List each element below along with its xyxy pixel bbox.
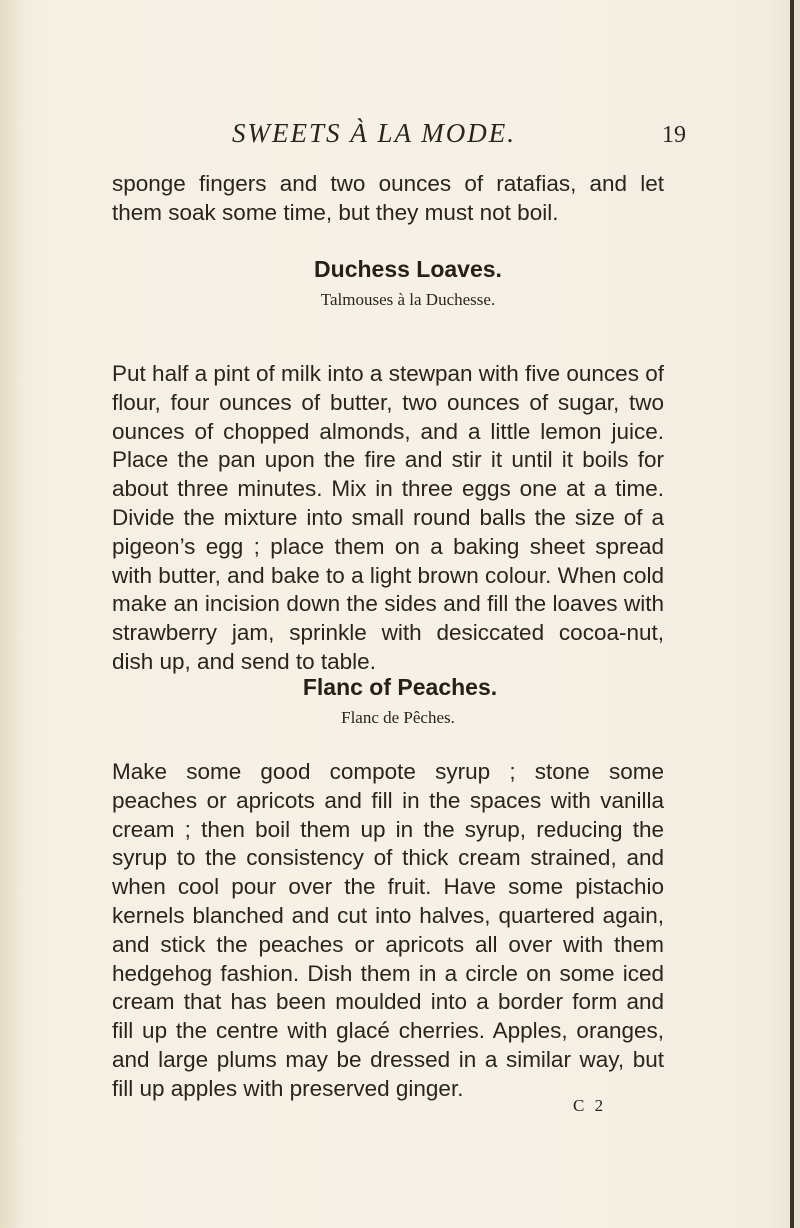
paragraph-text: sponge fingers and two ounces of ratafias, and let them soak some time, but they must not boil. xyxy=(112,171,664,225)
paragraph-text: Put half a pint of milk into a stewpan with five ounces of flour, four ounces of butter, two ounces of sugar, two ounces of chopped almonds, and a little lemon juice. Place the pan upon the fire and stir it until it boils for about three minutes. Mix in three eggs one at a time. Divide the mixture into small round balls the size of a pigeon’s egg ; place them on a baking sheet spread with butter, and bake to a light brown colour. When cold make an incision down the sides and fill the loaves with strawberry jam, sprinkle with desiccated cocoa-nut, dish up, and send to table. xyxy=(112,361,664,674)
paragraph-continuation xyxy=(112,170,664,228)
page-number: 19 xyxy=(662,122,686,148)
recipe-heading-flanc-of-peaches: Flanc of Peaches. xyxy=(302,674,498,700)
running-title: SWEETS À LA MODE. xyxy=(232,118,516,148)
signature-mark: C 2 xyxy=(573,1096,607,1115)
recipe-subheading-french: Flanc de Pêches. xyxy=(341,708,455,727)
recipe-body-duchess-loaves xyxy=(112,360,664,677)
recipe-heading-duchess-loaves: Duchess Loaves. xyxy=(314,256,502,282)
recipe-body-flanc-of-peaches xyxy=(112,758,664,1104)
running-head xyxy=(0,118,800,154)
paragraph-text: Make some good compote syrup ; stone some peaches or apricots and fill in the spaces with vanilla cream ; then boil them up in the syrup, reducing the syrup to the consistency of thick cream strained, and when cool pour over the fruit. Have some pistachio kernels blanched and cut into halves, quartered again, and stick the peaches or apricots all over with them hedgehog fashion. Dish them in a circle on some iced cream that has been moulded into a border form and fill up the centre with glacé cherries. Apples, oranges, and large plums may be dressed in a similar way, but fill up apples with preserved ginger. xyxy=(112,759,664,1101)
page-edge-rule xyxy=(790,0,794,1228)
recipe-subheading-french: Talmouses à la Duchesse. xyxy=(320,290,496,309)
page-gutter-shadow xyxy=(0,0,22,1228)
